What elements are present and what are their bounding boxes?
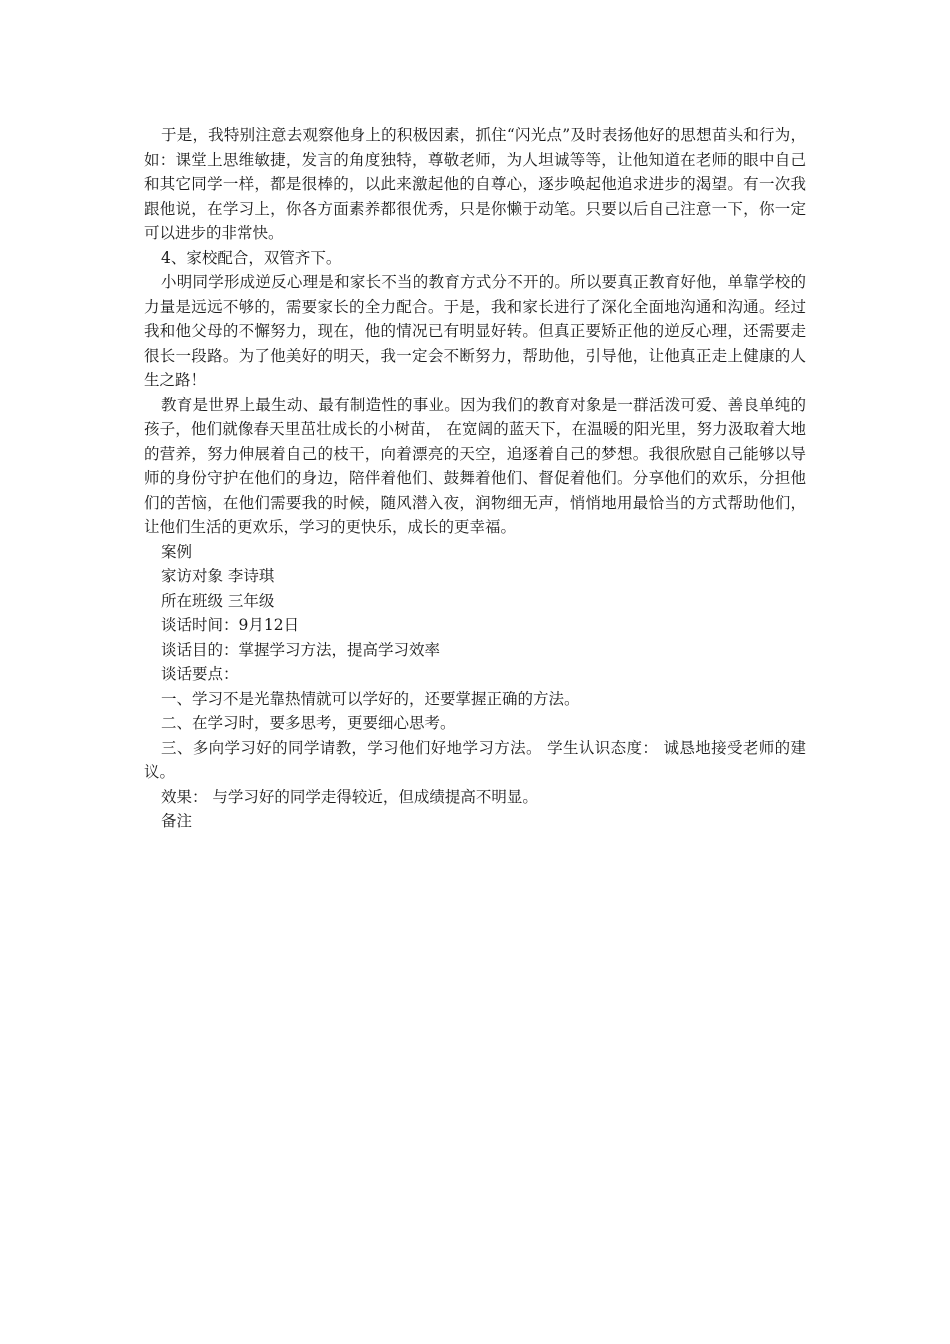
- case-label: 案例: [161, 542, 193, 561]
- effect: 效果： 与学习好的同学走得较近，但成绩提高不明显。: [161, 787, 538, 806]
- document-body: [144, 123, 806, 834]
- talk-key-points-label: 谈话要点：: [161, 665, 239, 683]
- talk-date: 谈话时间：9月12日: [161, 616, 300, 634]
- heading-home-school-cooperation: 4、家校配合，双管齐下。: [161, 248, 342, 267]
- visit-subject: 家访对象 李诗琪: [161, 567, 275, 585]
- paragraph-praise-strategy: 于是，我特别注意去观察他身上的积极因素，抓住“闪光点”及时表扬他好的思想苗头和行为，如：课堂上思维敏捷，发言的角度独特，尊敬老师，为人坦诚等等，让他知道在老师的眼中自己和其它同学一样，都是很棒的，以此来激起他的自尊心，逐步唤起他追求进步的渴望。有一次我跟他说，在学习上，你各方面素养都很优秀，只是你懒于动笔。只要以后自己注意一下，你一定可以进步的非常快。: [144, 126, 806, 242]
- key-point-1: 一、学习不是光靠热情就可以学好的，还要掌握正确的方法。: [161, 689, 580, 708]
- class-grade: 所在班级 三年级: [161, 591, 275, 610]
- key-point-2: 二、在学习时，要多思考，更要细心思考。: [161, 714, 456, 732]
- key-point-3-and-attitude: 三、多向学习好的同学请教，学习他们好地学习方法。 学生认识态度： 诚恳地接受老师的建议。: [144, 738, 806, 781]
- remarks-label: 备注: [161, 812, 193, 830]
- talk-purpose: 谈话目的：掌握学习方法，提高学习效率: [161, 640, 441, 659]
- paragraph-parent-cooperation: 小明同学形成逆反心理是和家长不当的教育方式分不开的。所以要真正教育好他，单靠学校的力量是远远不够的，需要家长的全力配合。于是，我和家长进行了深化全面地沟通和沟通。经过我和他父母的不懈努力，现在，他的情况已有明显好转。但真正要矫正他的逆反心理，还需要走很长一段路。为了他美好的明天，我一定会不断努力，帮助他，引导他，让他真正走上健康的人生之路！: [144, 273, 806, 389]
- paragraph-education-reflection: 教育是世界上最生动、最有制造性的事业。因为我们的教育对象是一群活泼可爱、善良单纯的孩子，他们就像春天里茁壮成长的小树苗， 在宽阔的蓝天下，在温暖的阳光里，努力汲取着大地的营养，努力伸展着自己的枝干，向着漂亮的天空，追逐着自己的梦想。我很欣慰自己能够以导师的身份守护在他们的身边，陪伴着他们、鼓舞着他们、督促着他们。分享他们的欢乐，分担他们的苦恼，在他们需要我的时候，随风潜入夜，润物细无声，悄悄地用最恰当的方式帮助他们，让他们生活的更欢乐，学习的更快乐，成长的更幸福。: [144, 395, 806, 536]
